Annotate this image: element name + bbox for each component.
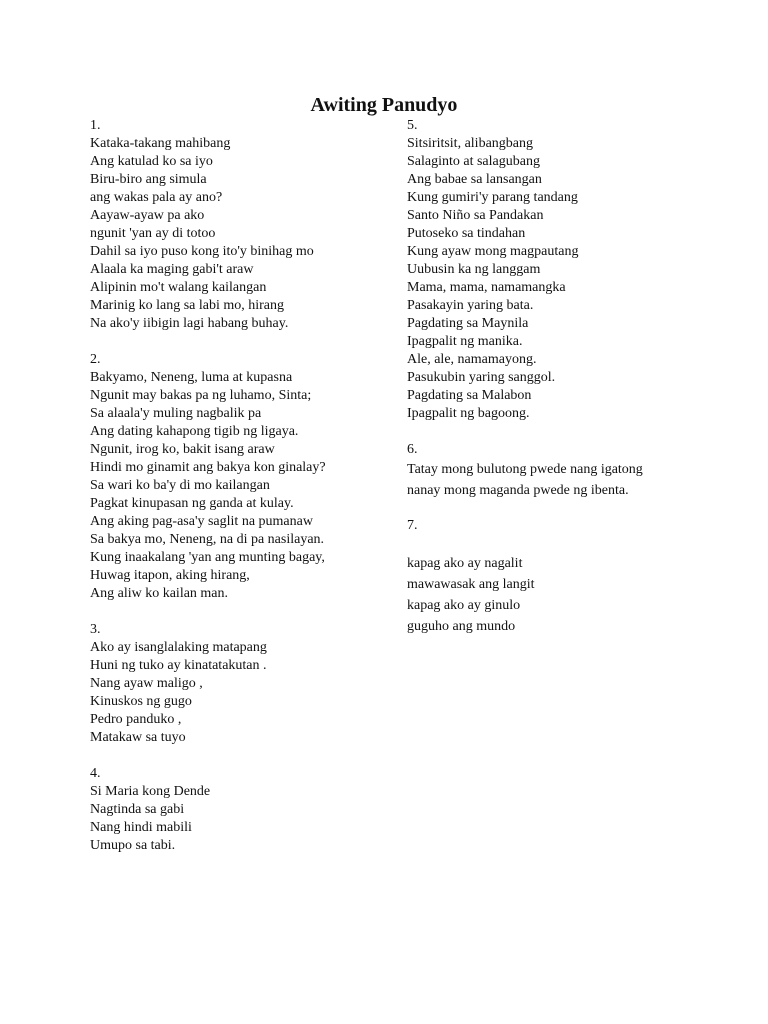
song-number: 5. [407, 118, 418, 133]
song-line: Kung inaakalang 'yan ang munting bagay, [90, 550, 325, 565]
song-line: Pasukubin yaring sanggol. [407, 370, 556, 385]
song-line: guguho ang mundo [407, 619, 516, 634]
song-line: Marinig ko lang sa labi mo, hirang [90, 298, 285, 313]
song-line: Alipinin mo't walang kailangan [90, 280, 267, 295]
song-line: Ang dating kahapong tigib ng ligaya. [90, 424, 299, 439]
song-line: Mama, mama, namamangka [407, 280, 566, 295]
song-number: 6. [407, 442, 418, 457]
song-line: Biru-biro ang simula [90, 172, 207, 187]
song-line: nanay mong maganda pwede ng ibenta. [407, 483, 629, 498]
song-line: Kinuskos ng gugo [90, 694, 192, 709]
song-line: Ngunit, irog ko, bakit isang araw [90, 442, 275, 457]
song-1 [90, 117, 390, 333]
song-line: mawawasak ang langit [407, 577, 535, 592]
song-4 [90, 765, 390, 855]
song-line: kapag ako ay nagalit [407, 556, 523, 571]
song-line: Sa alaala'y muling nagbalik pa [90, 406, 262, 421]
song-line: Sitsiritsit, alibangbang [407, 136, 533, 151]
song-line: Huwag itapon, aking hirang, [90, 568, 250, 583]
song-line: Ngunit may bakas pa ng luhamo, Sinta; [90, 388, 312, 403]
song-number: 7. [407, 518, 418, 533]
song-line: Aayaw-ayaw pa ako [90, 208, 205, 223]
song-line: Pagdating sa Malabon [407, 388, 532, 403]
song-line: Ako ay isanglalaking matapang [90, 640, 267, 655]
song-line: Ang aking pag-asa'y saglit na pumanaw [90, 514, 313, 529]
song-line: Nagtinda sa gabi [90, 802, 185, 817]
song-line: ngunit 'yan ay di totoo [90, 226, 216, 241]
song-line: Kung gumiri'y parang tandang [407, 190, 578, 205]
song-line: Huni ng tuko ay kinatatakutan . [90, 658, 267, 673]
song-3 [90, 621, 390, 747]
song-line: Salaginto at salagubang [407, 154, 540, 169]
song-line: Matakaw sa tuyo [90, 730, 186, 745]
song-line: Tatay mong bulutong pwede nang igatong [407, 462, 643, 477]
song-line: Hindi mo ginamit ang bakya kon ginalay? [90, 460, 326, 475]
song-line: ang wakas pala ay ano? [90, 190, 223, 205]
song-line: Pagkat kinupasan ng ganda at kulay. [90, 496, 294, 511]
song-line: Santo Niño sa Pandakan [407, 208, 544, 223]
song-line: Ang katulad ko sa iyo [90, 154, 213, 169]
song-line: Ale, ale, namamayong. [407, 352, 537, 367]
song-line: Kung ayaw mong magpautang [407, 244, 579, 259]
song-5 [407, 117, 727, 423]
song-line: Umupo sa tabi. [90, 838, 176, 853]
left-column [90, 117, 390, 855]
song-line: Pasakayin yaring bata. [407, 298, 534, 313]
song-line: Dahil sa iyo puso kong ito'y binihag mo [90, 244, 314, 259]
song-line: Ipagpalit ng manika. [407, 334, 523, 349]
song-line: kapag ako ay ginulo [407, 598, 521, 613]
song-line: Ipagpalit ng bagoong. [407, 406, 530, 421]
song-line: Sa bakya mo, Neneng, na di pa nasilayan. [90, 532, 325, 547]
song-line: Pagdating sa Maynila [407, 316, 529, 331]
song-line: Nang hindi mabili [90, 820, 192, 835]
song-line: Si Maria kong Dende [90, 784, 211, 799]
song-line: Putoseko sa tindahan [407, 226, 526, 241]
song-line: Ang aliw ko kailan man. [90, 586, 229, 601]
document-title: Awiting Panudyo [310, 94, 458, 116]
song-line: Bakyamo, Neneng, luma at kupasna [90, 370, 293, 385]
song-line: Nang ayaw maligo , [90, 676, 203, 691]
song-line: Alaala ka maging gabi't araw [90, 262, 254, 277]
song-number: 1. [90, 118, 101, 133]
song-line: Ang babae sa lansangan [407, 172, 542, 187]
song-2 [90, 351, 390, 603]
song-line: Pedro panduko , [90, 712, 182, 727]
song-line: Sa wari ko ba'y di mo kailangan [90, 478, 270, 493]
song-line: Uubusin ka ng langgam [407, 262, 541, 277]
song-line: Na ako'y iibigin lagi habang buhay. [90, 316, 289, 331]
song-7 [407, 517, 727, 637]
song-line: Kataka-takang mahibang [90, 136, 231, 151]
song-number: 4. [90, 766, 101, 781]
right-column [407, 117, 727, 637]
song-6 [407, 441, 727, 501]
song-number: 2. [90, 352, 101, 367]
song-number: 3. [90, 622, 101, 637]
